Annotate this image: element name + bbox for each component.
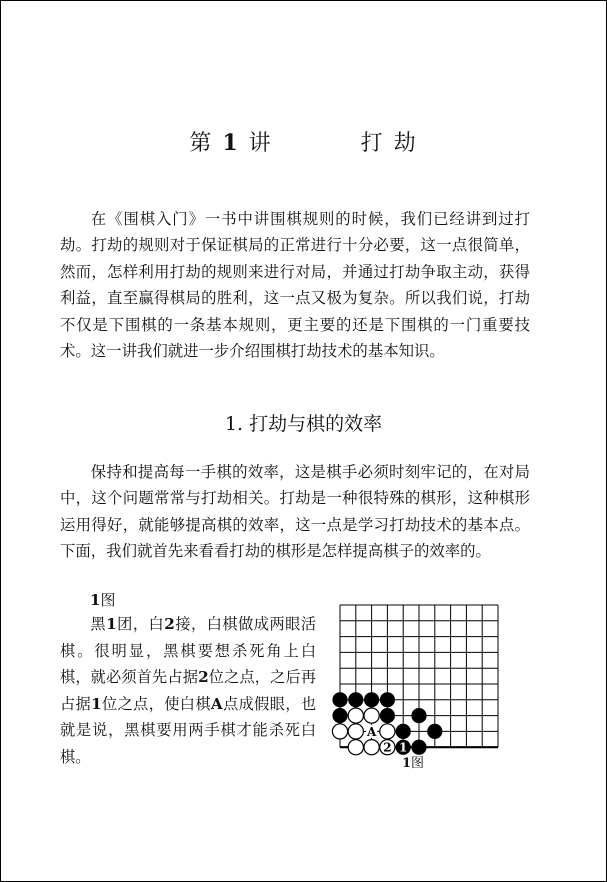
desc-move-number: 1 (91, 694, 102, 713)
section-heading (0, 409, 607, 436)
chapter-number: 1 (222, 130, 240, 156)
desc-text: 团，白 (116, 615, 165, 633)
chapter-suffix: 讲 (248, 131, 273, 156)
section-number: 1. (224, 413, 244, 435)
white-stone (364, 740, 379, 755)
desc-point-label: A (210, 694, 223, 713)
black-stone (380, 692, 395, 707)
section-title: 打劫与棋的效率 (249, 413, 383, 435)
desc-text: 黑 (90, 615, 107, 633)
white-stone (348, 724, 363, 739)
white-stone (380, 724, 395, 739)
figure-label-text: 图 (100, 591, 116, 609)
chapter-title (0, 126, 607, 157)
desc-text: 接，白棋做成两眼活棋。很明显，黑棋要想杀死角上白棋，就必须首先占据 (60, 615, 317, 687)
go-board-diagram (330, 595, 512, 755)
desc-move-number: 1 (106, 615, 117, 633)
board-mark-label: A (366, 724, 377, 739)
caption-number: 1 (402, 756, 412, 771)
white-stone (348, 708, 363, 723)
black-stone (364, 692, 379, 707)
board-mark-label: 1 (399, 740, 408, 755)
black-stone (348, 692, 363, 707)
desc-text: 位之点，使白棋 (101, 694, 211, 713)
desc-move-number: 2 (198, 668, 209, 687)
board-mark-label: 2 (383, 740, 392, 755)
body-paragraph: 保持和提高每一手棋的效率，这是棋手必须时刻牢记的，在对局中，这个问题常常与打劫相关。打劫是一种很特殊的棋形，这种棋形运用得好，就能够提高棋的效率，这一点是学习打劫技术的基本点。下面，我们就首先来看看打劫的棋形是怎样提高棋子的效率的。 (60, 463, 530, 561)
desc-text: 位之点，之后再占据 (60, 668, 317, 713)
intro-paragraph: 在《围棋入门》一书中讲围棋规则的时候，我们已经讲到过打劫。打劫的规则对于保证棋局的正常进行十分必要，这一点很简单，然而，怎样利用打劫的规则来进行对局，并通过打劫争取主动，获得利益，直至赢得棋局的胜利，这一点又极为复杂。所以我们说，打劫不仅是下围棋的一条基本规则，更主要的还是下围棋的一门重要技术。这一讲我们就进一步介绍围棋打劫技术的基本知识。 (60, 210, 530, 361)
white-stone (364, 708, 379, 723)
black-stone (380, 708, 395, 723)
desc-text: 点成假眼，也就是说，黑棋要用两手棋才能杀死白棋。 (60, 694, 317, 766)
figure-caption (402, 752, 424, 771)
black-stone (332, 708, 347, 723)
black-stone (427, 724, 442, 739)
figure-description (60, 611, 316, 771)
desc-move-number: 2 (164, 615, 175, 633)
black-stone (396, 724, 411, 739)
chapter-heading: 打 劫 (360, 131, 418, 156)
white-stone (332, 724, 347, 739)
black-stone (332, 692, 347, 707)
figure-label-number: 1 (90, 591, 101, 609)
caption-text: 图 (411, 756, 425, 771)
chapter-prefix: 第 (189, 131, 214, 156)
white-stone (348, 740, 363, 755)
black-stone (411, 708, 426, 723)
figure-label (90, 589, 115, 610)
